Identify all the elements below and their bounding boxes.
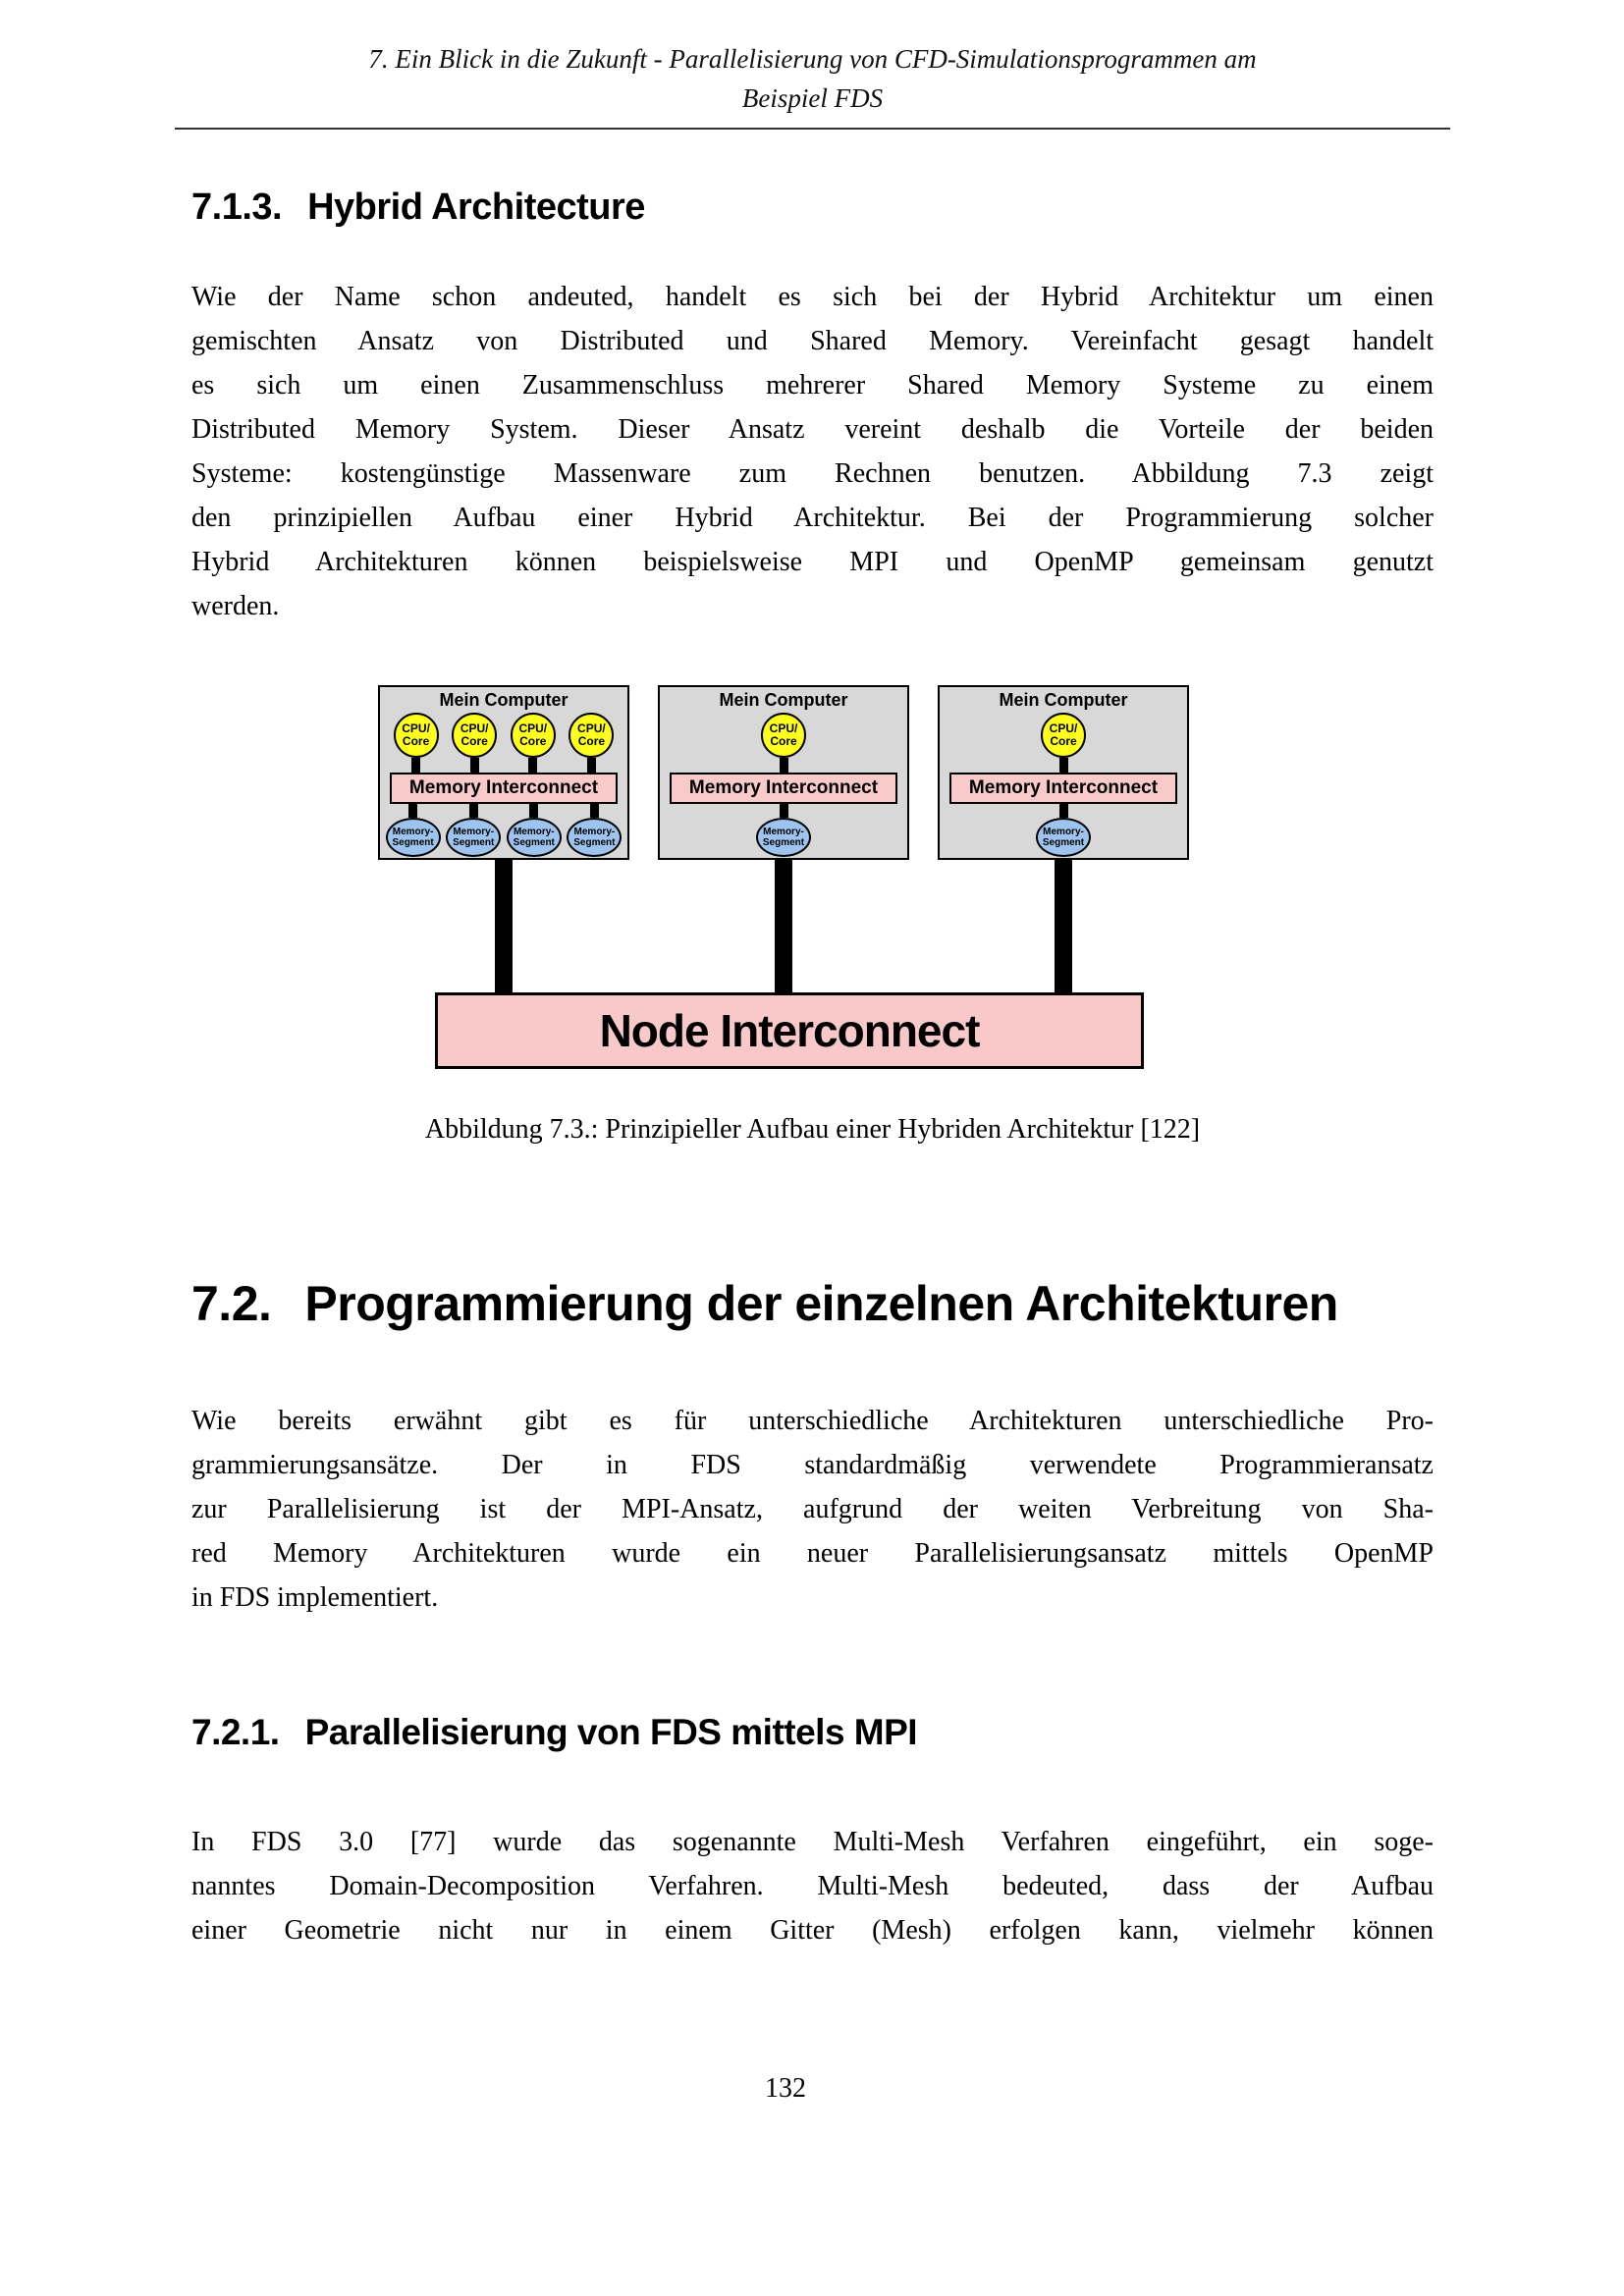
- memory-segment-row: [940, 804, 1187, 857]
- text-line: grammierungsansätze. Der in FDS standardmäßig verwendete Programmieransatz: [191, 1450, 1434, 1480]
- bus-to-segment-connector: [408, 804, 417, 818]
- segment-label-line2: Segment: [392, 837, 434, 848]
- running-header-line2: Beispiel FDS: [741, 83, 884, 113]
- memory-interconnect-bar: Memory Interconnect: [670, 773, 897, 804]
- cpu-column: [511, 713, 556, 773]
- computer-title: Mein Computer: [439, 690, 568, 710]
- section-heading-7-2-1: [191, 1710, 1434, 1755]
- cpu-to-bus-connector: [528, 758, 537, 773]
- computer-node: [938, 685, 1189, 992]
- cpu-row: [660, 713, 907, 773]
- memory-segment-shape: [756, 818, 811, 857]
- text-line: In FDS 3.0 [77] wurde das sogenannte Multi-Mesh Verfahren eingeführt, ein soge-: [191, 1827, 1434, 1857]
- bus-to-segment-connector: [1059, 804, 1068, 818]
- running-header-line1: 7. Ein Blick in die Zukunft - Parallelisierung von CFD-Simulationsprogrammen am: [368, 44, 1257, 74]
- bus-to-segment-connector: [780, 804, 788, 818]
- section-number: 7.1.3.: [191, 187, 283, 228]
- segment-label-line1: Memory-: [392, 827, 434, 837]
- memory-segment-column: [507, 804, 562, 857]
- text-line: es sich um einen Zusammenschluss mehrerer Shared Memory Systeme zu einem: [191, 370, 1434, 400]
- cpu-column: [761, 713, 806, 773]
- text-line: Wie bereits erwähnt gibt es für unterschiedliche Architekturen unterschiedliche Pro-: [191, 1406, 1434, 1436]
- bus-to-segment-connector: [590, 804, 599, 818]
- cpu-label-line2: Core: [1050, 734, 1077, 748]
- section-heading-7-1-3: [191, 185, 1434, 230]
- figure-caption: Abbildung 7.3.: Prinzipieller Aufbau einer Hybriden Architektur [122]: [424, 1114, 1201, 1145]
- computer-to-node-connector: [495, 860, 513, 992]
- cpu-column: [1041, 713, 1086, 773]
- computers-row: [378, 685, 1189, 992]
- page-number: 132: [765, 2073, 806, 2104]
- section-title: Hybrid Architecture: [307, 187, 645, 228]
- text-line: werden.: [191, 591, 280, 621]
- cpu-label-line1: CPU/: [518, 721, 548, 735]
- computer-title: Mein Computer: [999, 690, 1128, 710]
- computer-node: [658, 685, 909, 992]
- cpu-to-bus-connector: [470, 758, 479, 773]
- section-title: Parallelisierung von FDS mittels MPI: [304, 1712, 918, 1752]
- computer-to-node-connector: [775, 860, 792, 992]
- running-header: [175, 39, 1450, 118]
- cpu-column: [568, 713, 614, 773]
- segment-label-line2: Segment: [1042, 837, 1085, 848]
- bus-to-segment-connector: [529, 804, 538, 818]
- text-line: zur Parallelisierung ist der MPI-Ansatz, aufgrund der weiten Verbreitung von Sha-: [191, 1494, 1434, 1524]
- computer-to-node-connector: [1055, 860, 1072, 992]
- cpu-column: [394, 713, 439, 773]
- memory-segment-row: [660, 804, 907, 857]
- memory-segment-column: [446, 804, 501, 857]
- segment-label-line1: Memory-: [573, 827, 616, 837]
- cpu-label-line2: Core: [460, 734, 488, 748]
- memory-segment-shape: [507, 818, 562, 857]
- text-line: nanntes Domain-Decomposition Verfahren. Multi-Mesh bedeuted, dass der Aufbau: [191, 1871, 1434, 1901]
- page-content: [191, 185, 1434, 1952]
- memory-segment-shape: [446, 818, 501, 857]
- cpu-column: [452, 713, 497, 773]
- cpu-label-line2: Core: [577, 734, 606, 748]
- cpu-core-shape: [452, 713, 497, 758]
- figure-hybrid-architecture: [378, 685, 1189, 1069]
- memory-interconnect-bar: Memory Interconnect: [390, 773, 618, 804]
- section-heading-7-2: [191, 1273, 1434, 1334]
- memory-segment-shape: [1036, 818, 1091, 857]
- text-line: gemischten Ansatz von Distributed und Shared Memory. Vereinfacht gesagt handelt: [191, 326, 1434, 356]
- text-line: Hybrid Architekturen können beispielsweise MPI und OpenMP gemeinsam genutzt: [191, 547, 1434, 577]
- cpu-core-shape: [394, 713, 439, 758]
- section-number: 7.2.: [191, 1276, 272, 1331]
- cpu-to-bus-connector: [1059, 758, 1068, 773]
- memory-segment-column: [756, 804, 811, 857]
- cpu-label-line2: Core: [770, 734, 797, 748]
- computer-box: [938, 685, 1189, 860]
- text-line: red Memory Architekturen wurde ein neuer Parallelisierungsansatz mittels OpenMP: [191, 1538, 1434, 1569]
- cpu-core-shape: [1041, 713, 1086, 758]
- memory-segment-row: [380, 804, 627, 857]
- cpu-label-line1: CPU/: [460, 721, 489, 735]
- segment-label-line1: Memory-: [453, 827, 495, 837]
- paragraph-programmierung: [191, 1399, 1434, 1620]
- segment-label-line2: Segment: [573, 837, 616, 848]
- text-line: Wie der Name schon andeuted, handelt es sich bei der Hybrid Architektur um einen: [191, 282, 1434, 312]
- cpu-label-line1: CPU/: [1049, 721, 1078, 735]
- computer-box: [658, 685, 909, 860]
- cpu-label-line2: Core: [519, 734, 547, 748]
- paragraph-mpi: [191, 1820, 1434, 1952]
- cpu-label-line1: CPU/: [769, 721, 798, 735]
- cpu-label-line2: Core: [402, 734, 430, 748]
- segment-label-line2: Segment: [513, 837, 555, 848]
- cpu-to-bus-connector: [587, 758, 596, 773]
- cpu-core-shape: [568, 713, 614, 758]
- paragraph-hybrid-architecture: [191, 275, 1434, 628]
- memory-segment-column: [1036, 804, 1091, 857]
- computer-node: [378, 685, 629, 992]
- memory-segment-shape: [386, 818, 441, 857]
- text-line: den prinzipiellen Aufbau einer Hybrid Architektur. Bei der Programmierung solcher: [191, 503, 1434, 533]
- cpu-row: [380, 713, 627, 773]
- section-title: Programmierung der einzelnen Architekturen: [304, 1276, 1338, 1331]
- cpu-label-line1: CPU/: [577, 721, 606, 735]
- segment-label-line1: Memory-: [513, 827, 555, 837]
- segment-label-line1: Memory-: [763, 827, 804, 837]
- text-line: einer Geometrie nicht nur in einem Gitter (Mesh) erfolgen kann, vielmehr können: [191, 1915, 1434, 1946]
- cpu-to-bus-connector: [411, 758, 420, 773]
- text-line: Distributed Memory System. Dieser Ansatz vereint deshalb die Vorteile der beiden: [191, 414, 1434, 445]
- text-line: Systeme: kostengünstige Massenware zum Rechnen benutzen. Abbildung 7.3 zeigt: [191, 458, 1434, 489]
- cpu-core-shape: [511, 713, 556, 758]
- computer-title: Mein Computer: [719, 690, 848, 710]
- segment-label-line2: Segment: [453, 837, 495, 848]
- bus-to-segment-connector: [469, 804, 478, 818]
- computer-box: [378, 685, 629, 860]
- segment-label-line2: Segment: [762, 837, 805, 848]
- header-rule: [175, 128, 1450, 130]
- cpu-core-shape: [761, 713, 806, 758]
- memory-interconnect-bar: Memory Interconnect: [949, 773, 1177, 804]
- section-number: 7.2.1.: [191, 1712, 280, 1752]
- segment-label-line1: Memory-: [1043, 827, 1084, 837]
- node-interconnect-bar: Node Interconnect: [435, 992, 1144, 1069]
- memory-segment-shape: [567, 818, 622, 857]
- cpu-to-bus-connector: [780, 758, 788, 773]
- cpu-row: [940, 713, 1187, 773]
- memory-segment-column: [386, 804, 441, 857]
- text-line: in FDS implementiert.: [191, 1582, 439, 1613]
- memory-segment-column: [567, 804, 622, 857]
- cpu-label-line1: CPU/: [402, 721, 430, 735]
